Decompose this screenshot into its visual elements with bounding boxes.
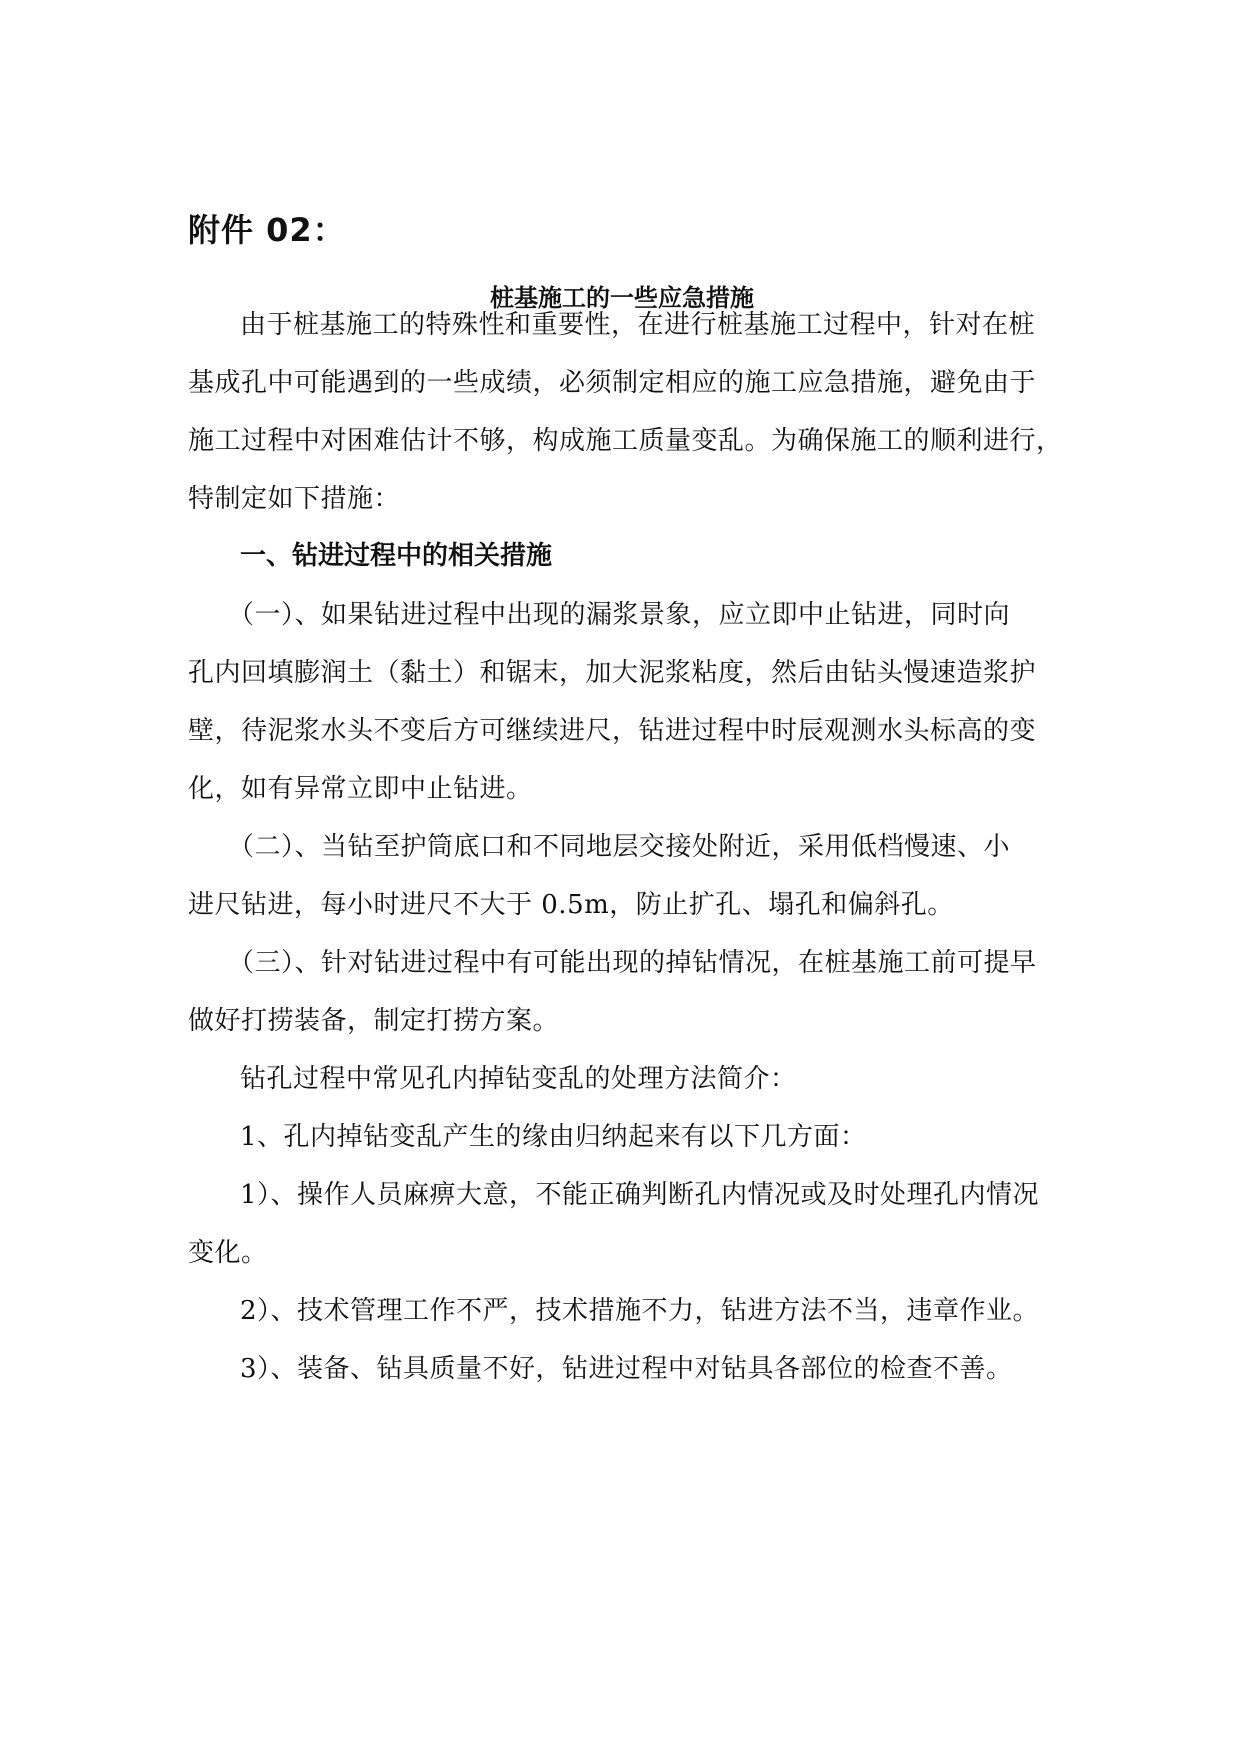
intro-line-2: 基成孔中可能遇到的一些成绩，必须制定相应的施工应急措施，避免由于 — [188, 368, 1037, 398]
measure-3-line-1: （三）、针对钻进过程中有可能出现的掉钻情况，在桩基施工前可提早 — [228, 948, 1037, 978]
methods-intro-line: 钻孔过程中常见孔内掉钻变乱的处理方法简介： — [240, 1064, 797, 1094]
measure-1-line-3: 壁，待泥浆水头不变后方可继续进尺，钻进过程中时辰观测水头标高的变 — [188, 716, 1037, 746]
cause-3-paragraph — [188, 1340, 1056, 1398]
cause-2-line: 2）、技术管理工作不严，技术措施不力，钻进方法不当，违章作业。 — [240, 1296, 1040, 1326]
document-title: 桩基施工的一些应急措施 — [490, 284, 754, 312]
measure-1-line-2: 孔内回填膨润土（黏土）和锯末，加大泥浆粘度，然后由钻头慢速造浆护 — [188, 658, 1037, 688]
intro-line-3: 施工过程中对困难估计不够，构成施工质量变乱。为确保施工的顺利进行， — [188, 426, 1063, 456]
measure-1-line-4: 化，如有异常立即中止钻进。 — [188, 774, 533, 804]
methods-intro — [188, 1050, 1056, 1108]
measure-2-line-2: 进尺钻进，每小时进尺不大于 0.5m，防止扩孔、塌孔和偏斜孔。 — [188, 890, 954, 920]
attachment-label: 附件 02： — [188, 211, 346, 249]
intro-paragraph — [188, 296, 1063, 528]
cause-3-line: 3）、装备、钻具质量不好，钻进过程中对钻具各部位的检查不善。 — [240, 1354, 1013, 1384]
causes-heading-line: 1、孔内掉钻变乱产生的缘由归纳起来有以下几方面： — [240, 1122, 867, 1152]
causes-heading — [188, 1108, 1056, 1166]
intro-line-4: 特制定如下措施： — [188, 484, 401, 514]
measure-2-line-1: （二）、当钻至护筒底口和不同地层交接处附近，采用低档慢速、小 — [228, 832, 1011, 862]
cause-1-paragraph — [188, 1166, 1056, 1282]
intro-line-1: 由于桩基施工的特殊性和重要性，在进行桩基施工过程中，针对在桩 — [240, 310, 1036, 340]
measure-3-line-2: 做好打捞装备，制定打捞方案。 — [188, 1006, 560, 1036]
section-1-heading: 一、钻进过程中的相关措施 — [240, 541, 553, 571]
cause-1-line-2: 变化。 — [188, 1238, 268, 1268]
cause-2-paragraph — [188, 1282, 1056, 1340]
measure-3-paragraph — [188, 934, 1056, 1050]
measure-1-line-1: （一）、如果钻进过程中出现的漏浆景象，应立即中止钻进，同时向 — [228, 600, 1011, 630]
measure-1-paragraph — [188, 586, 1056, 818]
measure-2-paragraph — [188, 818, 1056, 934]
cause-1-line-1: 1）、操作人员麻痹大意，不能正确判断孔内情况或及时处理孔内情况 — [240, 1180, 1040, 1210]
